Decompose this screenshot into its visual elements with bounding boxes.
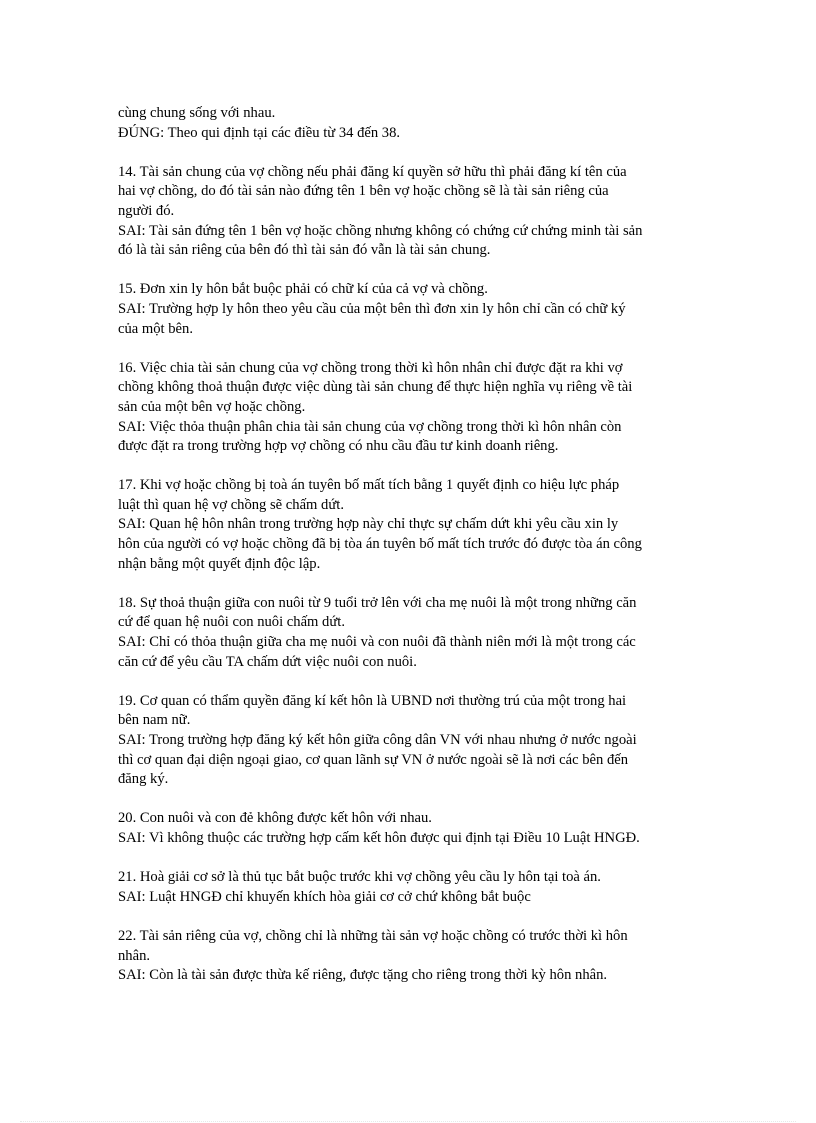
- question-16: [118, 359, 703, 457]
- text-line: cùng chung sống với nhau.: [118, 105, 276, 121]
- question-17: [118, 476, 703, 574]
- question-text: cứ để quan hệ nuôi con nuôi chấm dứt.: [118, 614, 345, 631]
- answer-text: SAI: Còn là tài sản được thừa kế riêng, được tặng cho riêng trong thời kỳ hôn nhân.: [118, 967, 608, 984]
- page-bottom-divider: [20, 1121, 796, 1122]
- answer-text: căn cứ để yêu cầu TA chấm dứt việc nuôi con nuôi.: [118, 653, 417, 670]
- question-19: [118, 692, 703, 790]
- answer-text: SAI: Việc thỏa thuận phân chia tài sản chung của vợ chồng trong thời kì hôn nhân còn: [118, 418, 622, 435]
- answer-text: SAI: Trường hợp ly hôn theo yêu cầu của một bên thì đơn xin ly hôn chỉ cần có chữ ký: [118, 300, 626, 317]
- question-18: [118, 594, 703, 672]
- answer-text: hôn của người có vợ hoặc chồng đã bị tòa án tuyên bố mất tích trước đó được tòa án công: [118, 536, 642, 553]
- question-text: nhân.: [118, 947, 151, 964]
- question-text: bên nam nữ.: [118, 712, 191, 729]
- question-15: [118, 280, 703, 339]
- answer-text: được đặt ra trong trường hợp vợ chồng có nhu cầu đầu tư kinh doanh riêng.: [118, 438, 559, 455]
- question-text: 20. Con nuôi và con đẻ không được kết hôn với nhau.: [118, 810, 432, 827]
- answer-text: SAI: Vì không thuộc các trường hợp cấm kết hôn được qui định tại Điều 10 Luật HNGĐ.: [118, 829, 640, 846]
- question-21: [118, 868, 703, 907]
- question-14: [118, 163, 703, 261]
- answer-text: đăng ký.: [118, 771, 169, 788]
- answer-text: nhận bằng một quyết định độc lập.: [118, 555, 321, 572]
- question-text: 17. Khi vợ hoặc chồng bị toà án tuyên bố mất tích bằng 1 quyết định co hiệu lực pháp: [118, 477, 620, 494]
- question-20: [118, 809, 703, 848]
- answer-text: của một bên.: [118, 320, 193, 337]
- answer-text: đó là tài sản riêng của bên đó thì tài sản đó vẫn là tài sản chung.: [118, 242, 491, 259]
- question-text: luật thì quan hệ vợ chồng sẽ chấm dứt.: [118, 496, 344, 513]
- answer-text: thì cơ quan đại diện ngoại giao, cơ quan lãnh sự VN ở nước ngoài sẽ là nơi các bên đến: [118, 751, 629, 768]
- answer-text: SAI: Quan hệ hôn nhân trong trường hợp này chỉ thực sự chấm dứt khi yêu cầu xin ly: [118, 516, 619, 533]
- answer-text: SAI: Chỉ có thỏa thuận giữa cha mẹ nuôi và con nuôi đã thành niên mới là một trong các: [118, 634, 636, 651]
- question-text: sản của một bên vợ hoặc chồng.: [118, 398, 306, 415]
- question-text: hai vợ chồng, do đó tài sản nào đứng tên 1 bên vợ hoặc chồng sẽ là tài sản riêng của: [118, 183, 609, 200]
- answer-text: SAI: Trong trường hợp đăng ký kết hôn giữa công dân VN với nhau nhưng ở nước ngoài: [118, 732, 637, 748]
- paragraph-intro: [118, 104, 703, 143]
- text-line: ĐÚNG: Theo qui định tại các điều từ 34 đến 38.: [118, 124, 401, 141]
- question-22: [118, 927, 703, 986]
- question-text: chồng không thoả thuận được việc dùng tài sản chung để thực hiện nghĩa vụ riêng về tài: [118, 379, 633, 396]
- question-text: 16. Việc chia tài sản chung của vợ chồng trong thời kì hôn nhân chỉ được đặt ra khi vợ: [118, 359, 623, 376]
- question-text: 14. Tài sản chung của vợ chồng nếu phải đăng kí quyền sở hữu thì phải đăng kí tên của: [118, 163, 627, 180]
- answer-text: SAI: Tài sản đứng tên 1 bên vợ hoặc chồng nhưng không có chứng cứ chứng minh tài sản: [118, 222, 643, 239]
- question-text: 21. Hoà giải cơ sở là thủ tục bắt buộc trước khi vợ chồng yêu cầu ly hôn tại toà án.: [118, 869, 601, 886]
- question-text: 15. Đơn xin ly hôn bắt buộc phải có chữ kí của cả vợ và chồng.: [118, 281, 488, 298]
- question-text: 22. Tài sản riêng của vợ, chồng chỉ là những tài sản vợ hoặc chồng có trước thời kì hôn: [118, 927, 628, 944]
- answer-text: SAI: Luật HNGĐ chỉ khuyến khích hòa giải cơ cở chứ không bắt buộc: [118, 888, 531, 905]
- question-text: người đó.: [118, 202, 175, 219]
- document-page: [118, 104, 703, 986]
- question-text: 19. Cơ quan có thẩm quyền đăng kí kết hôn là UBND nơi thường trú của một trong hai: [118, 692, 627, 709]
- question-text: 18. Sự thoả thuận giữa con nuôi từ 9 tuổi trở lên với cha mẹ nuôi là một trong những căn: [118, 594, 637, 611]
